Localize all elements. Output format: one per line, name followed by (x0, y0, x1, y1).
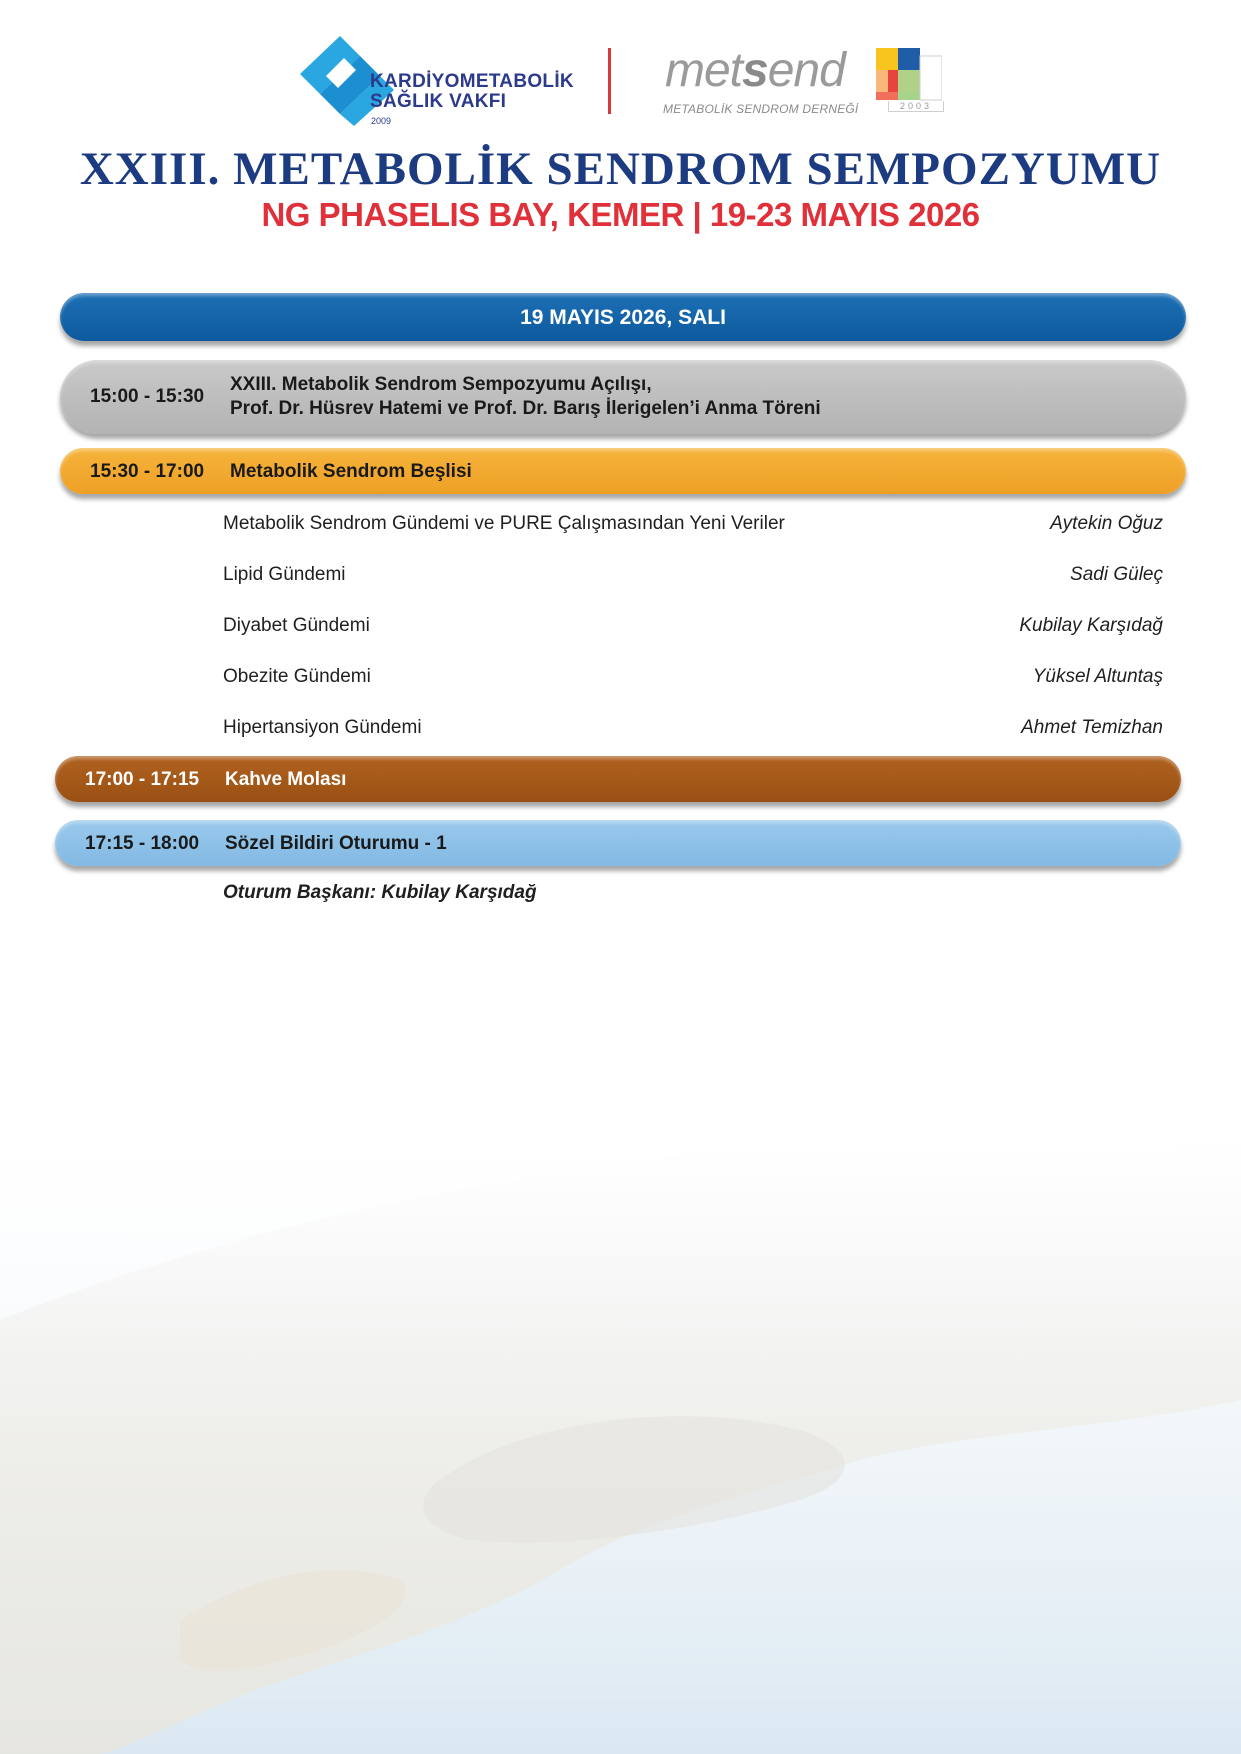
session-title: XXIII. Metabolik Sendrom Sempozyumu Açılışı, Prof. Dr. Hüsrev Hatemi ve Prof. Dr. Barış İlerigelen’i Anma Töreni (230, 374, 821, 419)
session-time: 15:00 - 15:30 (90, 386, 205, 407)
kardiyometabolik-logo-text: KARDİYOMETABOLİK SAĞLIK VAKFI (370, 71, 574, 112)
metsend-logo-subtitle: METABOLİK SENDROM DERNEĞİ (663, 102, 859, 116)
session-time: 17:15 - 18:00 (85, 833, 200, 854)
event-location-date: NG PHASELIS BAY, KEMER | 19-23 MAYIS 2026 (261, 196, 980, 233)
session-time: 17:00 - 17:15 (85, 769, 200, 790)
event-title: XXIII. METABOLİK SENDROM SEMPOZYUMU (79, 143, 1162, 195)
talk-speaker: Ahmet Temizhan (1021, 717, 1163, 738)
opening-session-bar (60, 360, 1186, 434)
header-logos (0, 36, 1241, 126)
talk-title: Lipid Gündemi (223, 564, 346, 585)
background-aerial-image (0, 1100, 1241, 1754)
talk-row (223, 564, 1163, 586)
day-header-bar (60, 293, 1186, 341)
talk-row (223, 615, 1163, 637)
session-time: 15:30 - 17:00 (90, 461, 205, 482)
metsend-logo-text: metsend (665, 44, 845, 97)
talk-title: Obezite Gündemi (223, 666, 371, 687)
session-title: Sözel Bildiri Oturumu - 1 (225, 833, 447, 854)
session-title: Metabolik Sendrom Beşlisi (230, 461, 472, 482)
metsend-logo-year: 2003 (888, 101, 944, 112)
talk-title: Metabolik Sendrom Gündemi ve PURE Çalışmasından Yeni Veriler (223, 513, 785, 534)
talk-speaker: Kubilay Karşıdağ (1019, 615, 1163, 636)
session-bar-metabolik-besli (60, 448, 1186, 494)
talk-speaker: Yüksel Altuntaş (1032, 666, 1163, 687)
talk-speaker: Aytekin Oğuz (1050, 513, 1163, 534)
talk-title: Diyabet Gündemi (223, 615, 370, 636)
talk-row (223, 717, 1163, 739)
talk-row (223, 666, 1163, 688)
kardiyometabolik-logo-year: 2009 (371, 116, 392, 126)
session-bar-coffee-break (55, 756, 1181, 802)
talk-row (223, 513, 1163, 535)
session-bar-oral-presentations (55, 820, 1181, 866)
session-title: Kahve Molası (225, 769, 347, 790)
session-chair: Oturum Başkanı: Kubilay Karşıdağ (223, 882, 537, 903)
talk-title: Hipertansiyon Gündemi (223, 717, 422, 738)
talk-speaker: Sadi Güleç (1070, 564, 1163, 585)
day-label: 19 MAYIS 2026, SALI (520, 306, 726, 329)
logo-divider (608, 48, 611, 114)
